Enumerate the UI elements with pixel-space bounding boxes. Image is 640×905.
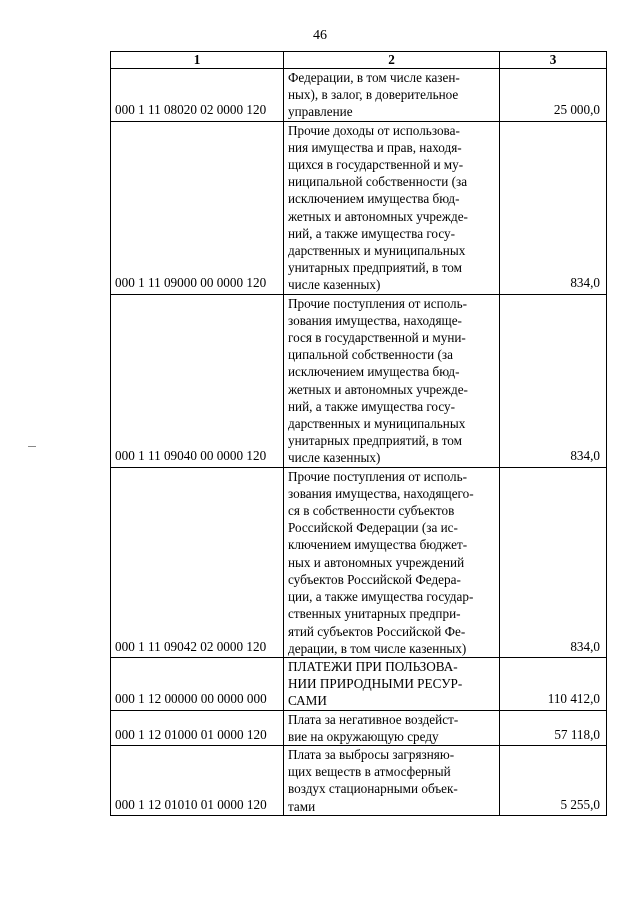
income-description xyxy=(284,710,500,745)
description-line: числе казенных) xyxy=(288,277,381,293)
income-amount: 57 118,0 xyxy=(500,710,607,745)
description-line: ся в собственности субъектов xyxy=(288,503,455,519)
income-code: 000 1 11 09042 02 0000 120 xyxy=(111,467,284,657)
description-line: ПЛАТЕЖИ ПРИ ПОЛЬЗОВА- xyxy=(288,658,458,674)
income-code: 000 1 11 09000 00 0000 120 xyxy=(111,121,284,294)
description-line: ципальной собственности (за xyxy=(288,347,453,363)
description-line: ключением имущества бюджет- xyxy=(288,537,468,553)
income-code: 000 1 12 01000 01 0000 120 xyxy=(111,710,284,745)
description-line: щих веществ в атмосферный xyxy=(288,764,451,780)
description-line: зования имущества, находящего- xyxy=(288,485,474,501)
income-code: 000 1 12 00000 00 0000 000 xyxy=(111,657,284,710)
description-line: САМИ xyxy=(288,693,327,709)
description-line: ния имущества и прав, находя- xyxy=(288,139,462,155)
description-line: ных и автономных учреждений xyxy=(288,554,465,570)
income-amount: 25 000,0 xyxy=(500,69,607,122)
income-amount: 834,0 xyxy=(500,294,607,467)
budget-table xyxy=(110,51,607,816)
description-line: ственных унитарных предпри- xyxy=(288,606,461,622)
description-line: НИИ ПРИРОДНЫМИ РЕСУР- xyxy=(288,676,463,692)
description-line: ных), в залог, в доверительное xyxy=(288,87,459,103)
column-header-code: 1 xyxy=(111,52,284,69)
description-line: жетных и автономных учрежде- xyxy=(288,208,468,224)
description-line: зования имущества, находяще- xyxy=(288,312,462,328)
description-line: исключением имущества бюд- xyxy=(288,364,460,380)
description-line: Плата за выбросы загрязняю- xyxy=(288,746,455,762)
description-line: Федерации, в том числе казен- xyxy=(288,70,460,85)
description-line: Прочие поступления от исполь- xyxy=(288,468,468,484)
income-amount: 5 255,0 xyxy=(500,745,607,815)
description-line: унитарных предприятий, в том xyxy=(288,260,462,276)
income-description xyxy=(284,69,500,122)
description-line: ятий субъектов Российской Фе- xyxy=(288,623,466,639)
description-line: исключением имущества бюд- xyxy=(288,191,460,207)
income-description xyxy=(284,294,500,467)
description-line: числе казенных) xyxy=(288,450,381,466)
description-line: Прочие поступления от исполь- xyxy=(288,295,468,311)
table-row xyxy=(111,657,607,710)
income-amount: 834,0 xyxy=(500,467,607,657)
description-line: тами xyxy=(288,798,316,814)
description-line: ний, а также имущества госу- xyxy=(288,398,456,414)
description-line: Плата за негативное воздейст- xyxy=(288,711,459,727)
column-header-amount: 3 xyxy=(500,52,607,69)
income-description xyxy=(284,745,500,815)
income-amount: 110 412,0 xyxy=(500,657,607,710)
description-line: воздух стационарными объек- xyxy=(288,781,458,797)
income-description xyxy=(284,657,500,710)
table-row xyxy=(111,467,607,657)
description-line: субъектов Российской Федера- xyxy=(288,571,461,587)
description-line: гося в государственной и муни- xyxy=(288,330,466,346)
income-description xyxy=(284,467,500,657)
description-line: Российской Федерации (за ис- xyxy=(288,520,458,536)
table-row xyxy=(111,69,607,122)
description-line: дарственных и муниципальных xyxy=(288,243,466,259)
description-line: ции, а также имущества государ- xyxy=(288,589,474,605)
page-number: 46 xyxy=(313,28,327,43)
description-line: жетных и автономных учрежде- xyxy=(288,381,468,397)
description-line: управление xyxy=(288,104,353,120)
description-line: ниципальной собственности (за xyxy=(288,174,468,190)
description-line: ний, а также имущества госу- xyxy=(288,225,456,241)
income-description xyxy=(284,121,500,294)
description-line: дарственных и муниципальных xyxy=(288,416,466,432)
income-code: 000 1 11 09040 00 0000 120 xyxy=(111,294,284,467)
table-row xyxy=(111,121,607,294)
income-code: 000 1 12 01010 01 0000 120 xyxy=(111,745,284,815)
table-row xyxy=(111,745,607,815)
description-line: дерации, в том числе казенных) xyxy=(288,640,467,656)
description-line: вие на окружающую среду xyxy=(288,728,439,744)
header-row xyxy=(111,52,607,69)
table-row xyxy=(111,710,607,745)
income-code: 000 1 11 08020 02 0000 120 xyxy=(111,69,284,122)
table-row xyxy=(111,294,607,467)
margin-mark xyxy=(28,446,36,447)
description-line: Прочие доходы от использова- xyxy=(288,122,460,138)
description-line: унитарных предприятий, в том xyxy=(288,433,462,449)
description-line: щихся в государственной и му- xyxy=(288,157,464,173)
income-amount: 834,0 xyxy=(500,121,607,294)
column-header-name: 2 xyxy=(284,52,500,69)
